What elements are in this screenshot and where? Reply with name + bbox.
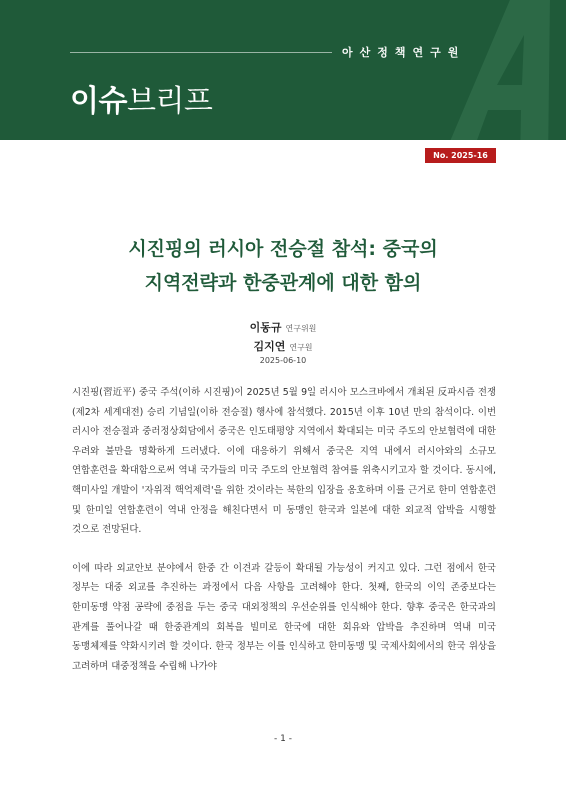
series-title (70, 76, 212, 120)
series-title-rest: 브리프 (126, 84, 213, 119)
body-paragraph-1: 시진핑(習近平) 중국 주석(이하 시진핑)이 2025년 5월 9일 러시아 모스크바에서 개최된 反파시즘 전쟁(제2차 세계대전) 승리 기념일(이하 전승절) 행사에 참석했다. 2015년 이후 10년 만의 참석이다. 이번 러시아 전승절과 중러정상회담에서 중국은 인도태평양 지역에서 확대되는 미국 주도의 안보협력에 대한 우려와 불만을 명확하게 드러냈다. 이에 대응하기 위해서 중국은 지역 내에서 러시아와의 소규모 연합훈련을 확대함으로써 역내 국가들의 미국 주도의 안보협력 참여를 위축시키고자 할 것이다. 동시에, 핵미사일 개발이 '자위적 핵억제력'을 위한 것이라는 북한의 입장을 옹호하며 이를 근거로 한미 연합훈련 및 한미일 연합훈련이 역내 안정을 해친다면서 미 동맹인 한국과 일본에 대한 외교적 압박을 시행할 것으로 전망된다. (72, 387, 496, 536)
author-line-1 (0, 316, 566, 335)
author-name: 김지연 (253, 340, 286, 353)
document-body (72, 383, 496, 695)
asan-logo-icon (400, 0, 566, 140)
page-number: - 1 - (274, 734, 292, 744)
title-line-2: 지역전략과 한중관계에 대한 함의 (144, 272, 422, 294)
publication-date: 2025-06-10 (259, 356, 307, 365)
org-name: 아산정책연구원 (342, 46, 466, 59)
body-paragraph-2: 이에 따라 외교안보 분야에서 한중 간 이견과 갈등이 확대될 가능성이 커지고 있다. 그런 점에서 한국 정부는 대중 외교를 추진하는 과정에서 다음 사항을 고려해야 한다. 첫째, 한국의 이익 존중보다는 한미동맹 약점 공략에 중점을 두는 중국 대외정책의 우선순위를 인식해야 한다. 향후 중국은 한국과의 관계를 풀어나갈 때 한중관계의 회복을 빌미로 한국에 대한 회유와 압박을 추진하며 역내 미국 동맹체제를 약화시키려 할 것이다. 한국 정부는 이를 인식하고 한미동맹 및 국제사회에서의 한국 위상을 고려하며 대중정책을 수립해 나가야 (72, 562, 496, 672)
author-block (0, 316, 566, 368)
report-header (0, 0, 566, 140)
issue-number-badge: No. 2025-16 (425, 148, 496, 163)
header-divider (70, 52, 332, 53)
author-role: 연구원 (289, 343, 313, 352)
title-line-1: 시진핑의 러시아 전승절 참석: 중국의 (128, 238, 438, 260)
series-title-bold: 이슈 (70, 84, 127, 119)
author-role: 연구위원 (285, 324, 317, 333)
author-line-2 (0, 335, 566, 354)
author-name: 이동규 (249, 321, 282, 334)
document-title (60, 232, 506, 300)
